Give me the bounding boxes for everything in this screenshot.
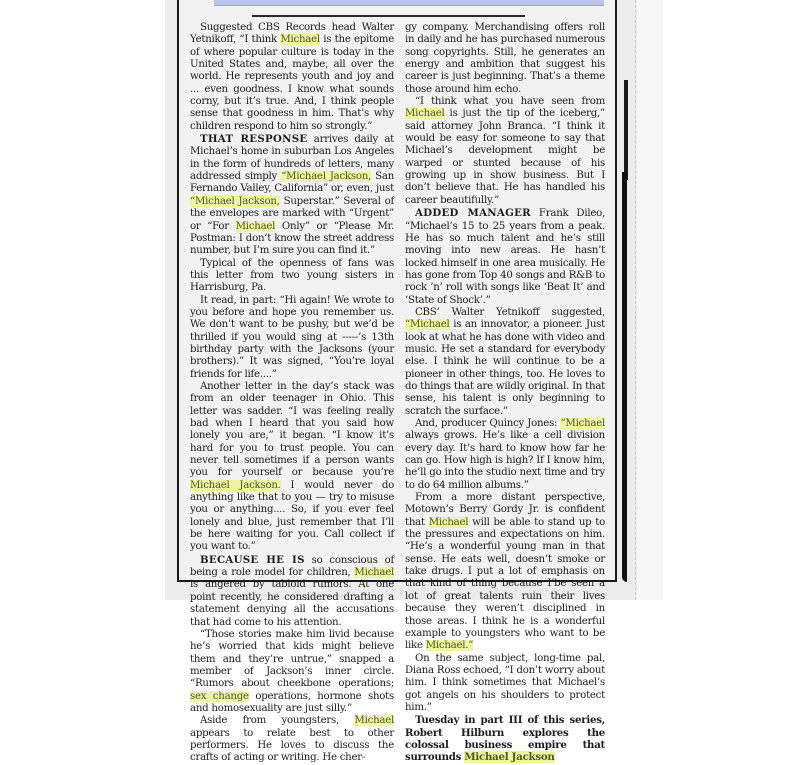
article-column-right: [405, 22, 605, 764]
text-run: Another letter in the day’s stack was from an older teenager in Ohio. This letter was sadder. “I was feeling really bad when I heard that you said how lonely you are,” it began. “I know it’s hard for you to trust people. You can never tell sometimes if a person wants you for yourself or because you’re: [190, 380, 394, 479]
article-paragraph: [190, 133, 394, 257]
text-run: Aside from youngsters,: [200, 715, 355, 727]
text-run: Typical of the openness of fans was this letter from two young sisters in Harrisburg, Pa.: [190, 257, 394, 294]
text-run: From a more distant perspective, Motown’s Berry Gordy Jr. is confident that: [405, 492, 605, 528]
text-run: I would never do anything like that to you — try to misuse you or anything.... So, if you ever feel lonely and blue, just remember that I’ll be here waiting for you. Call collect if you want to.”: [190, 479, 394, 553]
top-rule: [252, 15, 525, 17]
text-run: It read, in part: “Hi again! We wrote to you before and hope you remember us. We don’t want to be pushy, but we’d be thrilled if you would sing at -----’s 13th birthday party with the Jacksons (your brothers).” It was signed, “You’re loyal friends for life....”: [190, 294, 394, 380]
text-run: Suggested CBS Records head Walter Yetnikoff, “I think: [190, 22, 394, 46]
text-run: will be able to stand up to the pressures and expectations on him. “He’s a wonderful young man in that sense. He eats well, doesn’t smoke or take drugs. I put a lot of emphasis on that kind of thing because I’be seen a lot of great talents ruin their lives because they weren’t disciplined in those areas. I think he is a wonderful example to youngsters who want to be like: [405, 516, 605, 652]
text-run: always grows. He’s like a cell division every day. It’s hard to know how far he can go. How high is high? If I know him, he’ll go into the studio next time and try to do 64 million albums.”: [405, 430, 605, 491]
highlighted-term: “Michael: [405, 319, 450, 331]
lead-in-caps: ADDED MANAGER: [415, 207, 531, 220]
text-run: gy company. Merchandising offers roll in daily and he has purchased numerous song copyrights. Still, he generates an energy and ambition that suggest his career is just beginning. That’s a theme those around him echo.: [405, 22, 605, 95]
text-run: “Those stories make him livid because he’s worried that kids might believe them and they’re untrue,” snapped a member of Jackson’s inner circle. “Rumors about cheekbone operations;: [190, 628, 394, 690]
text-run: Superstar.” Several of the envelopes are marked with “Urgent” or “For: [190, 195, 394, 232]
text-run: Only” or “Please Mr. Postman: I don’t know the street address number, but I’m sure you can find it.”: [190, 220, 394, 257]
article-paragraph: [405, 207, 605, 307]
lead-in-caps: BECAUSE HE IS: [200, 553, 305, 566]
article-paragraph: [190, 22, 394, 133]
text-run: And, producer Quincy Jones:: [415, 418, 561, 429]
text-run: operations, hormone shots and homosexuality are just silly.”: [190, 690, 394, 714]
article-paragraph: [190, 629, 394, 715]
text-run: is the epitome of where popular culture is today in the United States and, maybe, all over the world. He represents youth and joy and ... even goodness. I know what sounds corny, but it’s true. And, I think people sense that goodness in him. That’s why children respond to him so strongly.”: [190, 34, 394, 132]
highlighted-term: Michael: [354, 567, 394, 579]
highlighted-term: sex change: [190, 690, 249, 702]
text-run: “I think what you have seen from: [415, 96, 605, 108]
highlighted-term: Michael: [235, 220, 276, 232]
article-paragraph: [190, 715, 394, 764]
article-paragraph: [190, 554, 394, 629]
highlighted-term: Michael.”: [425, 640, 474, 652]
article-paragraph: [405, 492, 605, 652]
article-column-left: [190, 22, 394, 765]
text-run: is angered by tabloid rumors. At one point recently, he considered drafting a statement denying all the accusations that had come to his attention.: [190, 579, 394, 628]
highlighted-term: “Michael Jackson,: [281, 171, 372, 183]
article-paragraph: [190, 381, 394, 554]
article-paragraph: [405, 418, 605, 492]
highlighted-term: Michael: [280, 34, 320, 46]
adjacent-column-border-lower: [622, 172, 627, 582]
text-run: so conscious of being a role model for children,: [190, 554, 395, 579]
highlighted-term: Michael Jackson: [464, 751, 555, 764]
page-edge-strip: [637, 0, 663, 600]
highlighted-term: Michael: [428, 516, 469, 528]
highlighted-term: Michael: [405, 108, 445, 120]
article-paragraph: [405, 22, 605, 96]
article-paragraph: [405, 714, 605, 763]
text-run: CBS’ Walter Yetnikoff suggested,: [415, 306, 605, 318]
text-run: is an innovator, a pioneer. Just look at what he has done with video and music. He set a standard for everybody else. I think he will continue to be a pioneer in other things, too. He loves to do things that are wildly original. In that sense, his talent is only beginning to scratch the surface.”: [405, 319, 605, 417]
article-paragraph: [190, 258, 394, 295]
highlighted-term: Michael Jackson.: [190, 479, 281, 491]
headline-banner: [214, 0, 604, 6]
lead-in-caps: THAT RESPONSE: [200, 133, 308, 146]
article-paragraph: [405, 307, 605, 418]
text-run: Frank Dileo, “Michael’s 15 to 25 years from a peak. He has so much talent and he’s still moving into new areas. He hasn’t locked himself in one area musically. He has gone from Top 40 songs and R&B to rock ’n’ roll with songs like ‘Beat It’ and ‘State of Shock’.”: [405, 208, 606, 306]
text-run: San Fernando Valley, California” or, even, just: [190, 171, 395, 195]
highlighted-term: “Michael: [560, 418, 605, 429]
article-paragraph: [190, 295, 394, 381]
highlighted-term: “Michael Jackson,: [190, 195, 280, 207]
adjacent-column-border: [624, 80, 628, 180]
text-run: On the same subject, long-time pal, Diana Ross echoed, “I don’t worry about him. I think sometimes that Michael’s got angels on his shoulders to protect him.”: [405, 652, 605, 713]
text-run: Tuesday in part III of this series, Robert Hilburn explores the colossal business empire that surrounds: [405, 714, 605, 764]
text-run: is just the tip of the iceberg,” said attorney John Branca. “I think it would be easy for someone to say that Michael’s development might be warped or stunted because of his growing up in show business. But I don’t believe that. He has handled his career beautifully.”: [405, 108, 605, 206]
highlighted-term: Michael: [354, 715, 394, 727]
page-edge-dashed-line: [635, 0, 636, 600]
article-paragraph: [405, 96, 605, 207]
text-run: appears to relate best to other performers. He loves to discuss the crafts of acting or writing. He cher-: [190, 727, 394, 764]
text-run: arrives daily at Michael’s home in suburban Los Angeles in the form of hundreds of letters, many addressed simply: [190, 134, 395, 183]
article-paragraph: [405, 653, 605, 715]
